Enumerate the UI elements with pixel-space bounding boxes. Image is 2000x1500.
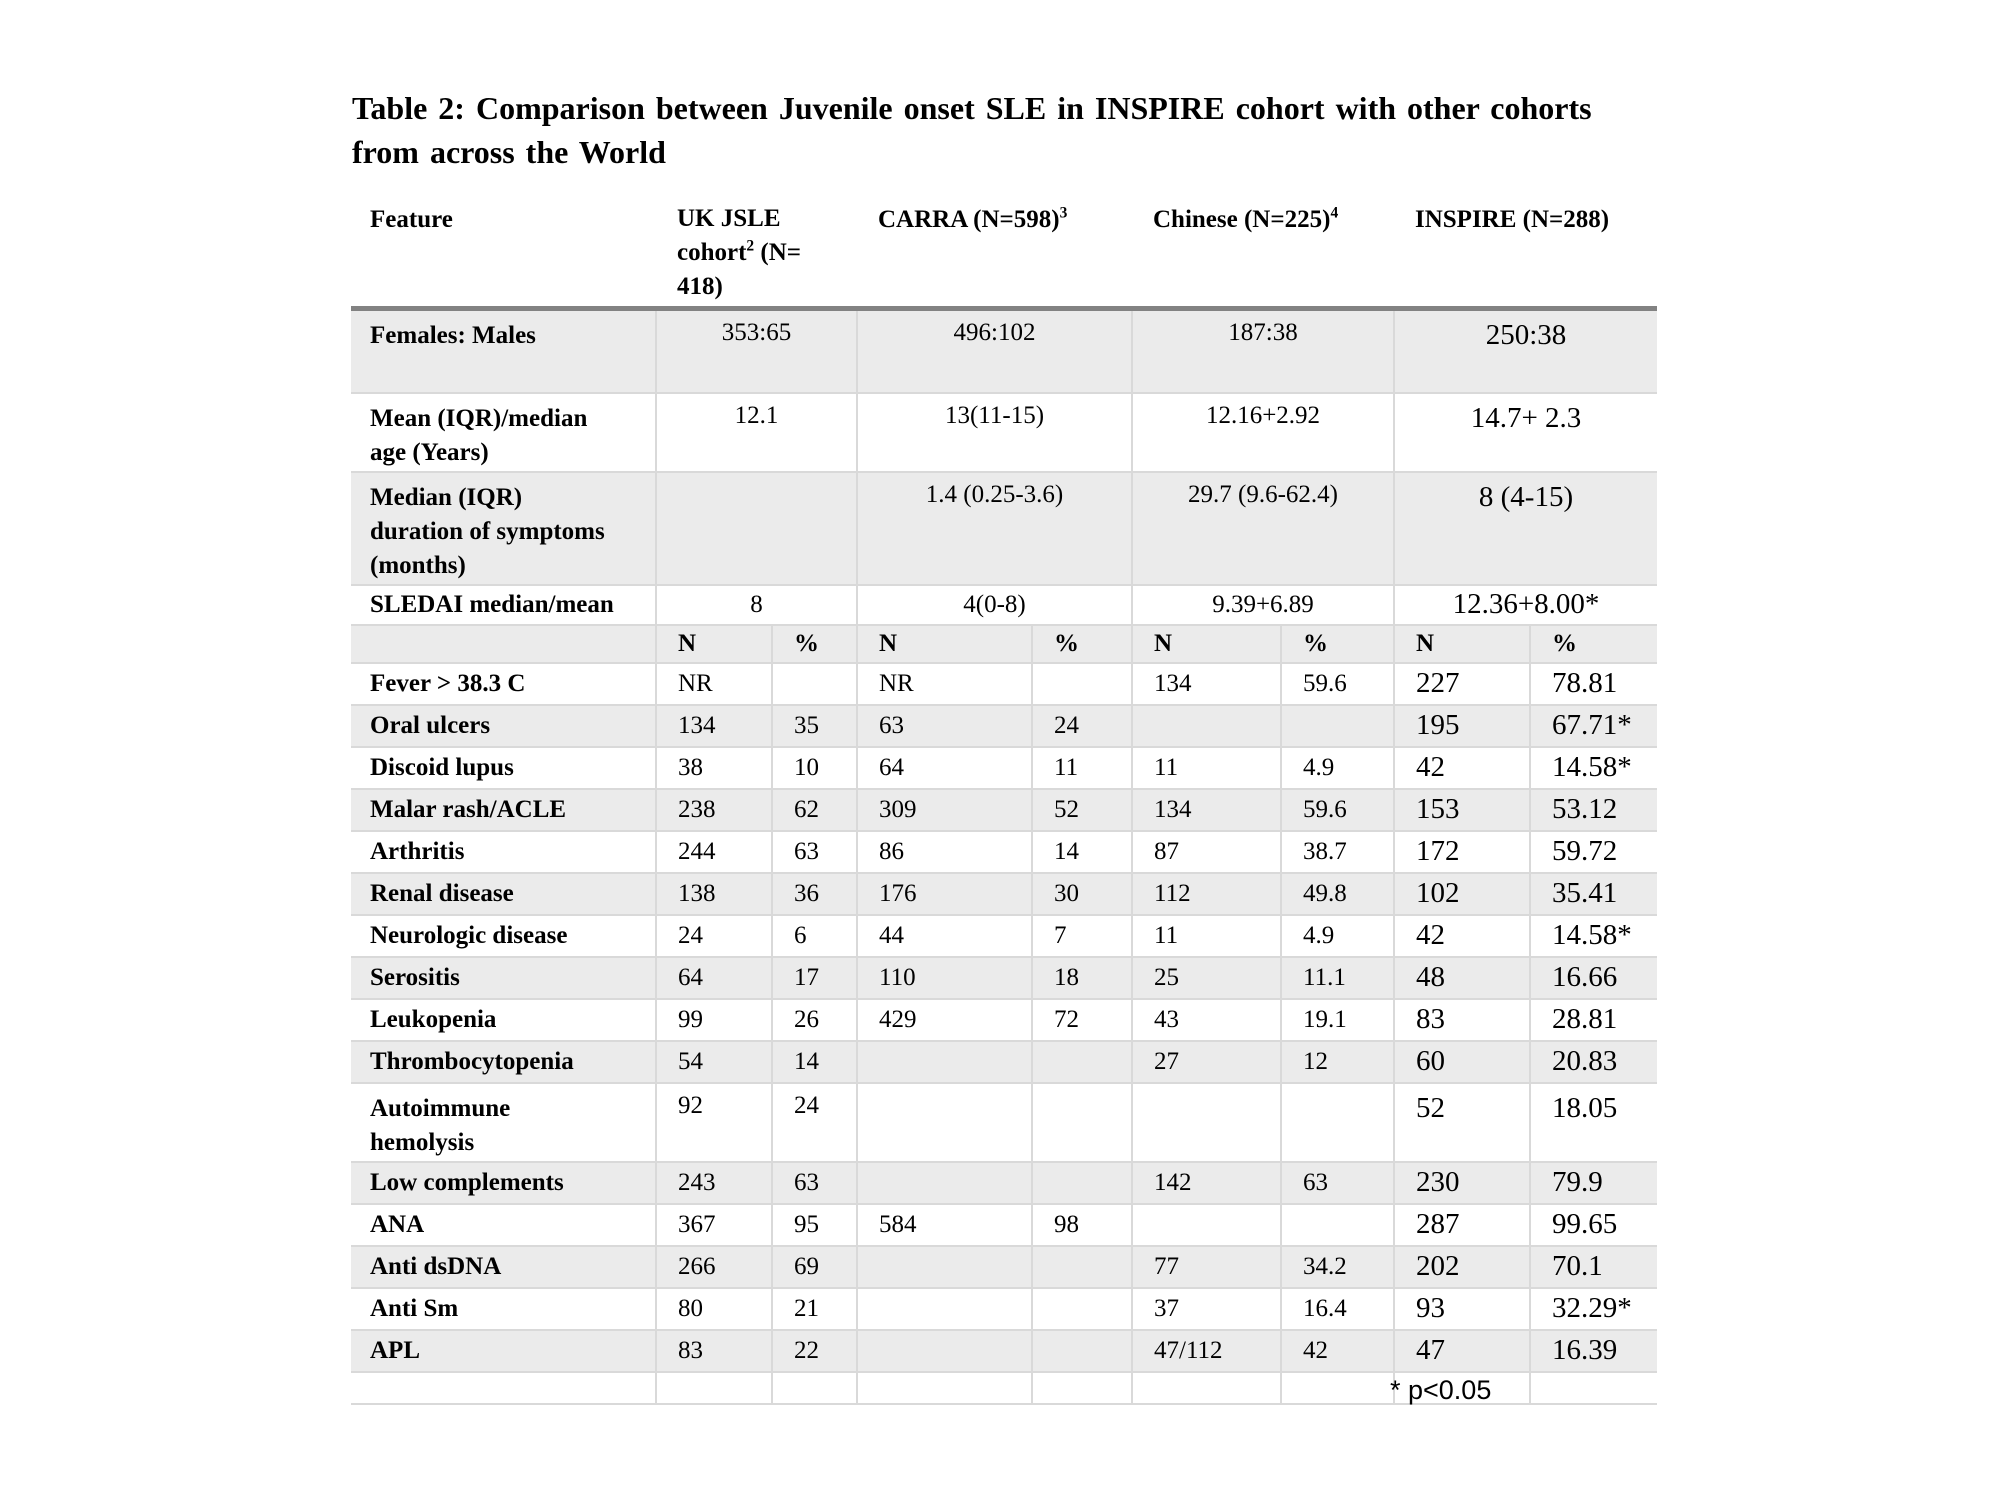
value-cell: 30 bbox=[1032, 873, 1132, 915]
feature-cell bbox=[351, 1041, 656, 1083]
value-cell bbox=[1281, 1204, 1394, 1246]
feature-cell bbox=[351, 472, 656, 585]
value-cell: 153 bbox=[1394, 789, 1530, 831]
value-cell: 309 bbox=[857, 789, 1032, 831]
value-cell: 10 bbox=[772, 747, 857, 789]
value-cell: 63 bbox=[772, 831, 857, 873]
value-cell: 25 bbox=[1132, 957, 1281, 999]
table-row bbox=[351, 747, 1657, 789]
table-row bbox=[351, 1041, 1657, 1083]
feature-cell bbox=[351, 1083, 656, 1162]
feature-label: Anti dsDNA bbox=[370, 1252, 502, 1280]
value-cell: 21 bbox=[772, 1288, 857, 1330]
value-cell: 22 bbox=[772, 1330, 857, 1372]
empty-cell bbox=[772, 1372, 857, 1404]
value-cell: 227 bbox=[1394, 663, 1530, 705]
value-cell: 11 bbox=[1132, 747, 1281, 789]
feature-cell bbox=[351, 663, 656, 705]
feature-label: Mean (IQR)/median age (Years) bbox=[370, 404, 588, 466]
table-row bbox=[351, 393, 1657, 472]
value-cell: 79.9 bbox=[1530, 1162, 1657, 1204]
value-cell: 195 bbox=[1394, 705, 1530, 747]
value-cell: 78.81 bbox=[1530, 663, 1657, 705]
value-cell: 14 bbox=[772, 1041, 857, 1083]
value-cell: 20.83 bbox=[1530, 1041, 1657, 1083]
value-cell: 172 bbox=[1394, 831, 1530, 873]
feature-cell bbox=[351, 625, 656, 663]
value-cell: 72 bbox=[1032, 999, 1132, 1041]
value-cell: 110 bbox=[857, 957, 1032, 999]
cohort-n: (N= 418) bbox=[677, 239, 802, 300]
value-cell: 1.4 (0.25-3.6) bbox=[857, 472, 1132, 585]
value-cell: 42 bbox=[1394, 747, 1530, 789]
value-cell: NR bbox=[656, 663, 772, 705]
value-cell: 12.36+8.00* bbox=[1394, 585, 1657, 625]
feature-cell bbox=[351, 585, 656, 625]
value-cell: 83 bbox=[1394, 999, 1530, 1041]
value-cell: 24 bbox=[1032, 705, 1132, 747]
value-cell: 12 bbox=[1281, 1041, 1394, 1083]
value-cell: 52 bbox=[1394, 1083, 1530, 1162]
value-cell bbox=[857, 1330, 1032, 1372]
table-row bbox=[351, 309, 1657, 393]
feature-label: Thrombocytopenia bbox=[370, 1047, 574, 1075]
table-row bbox=[351, 1330, 1657, 1372]
feature-label: Fever > 38.3 C bbox=[370, 669, 526, 697]
table-row bbox=[351, 1246, 1657, 1288]
empty-cell bbox=[1132, 1372, 1281, 1404]
value-cell: 38.7 bbox=[1281, 831, 1394, 873]
empty-cell bbox=[1281, 1372, 1394, 1404]
value-cell: 4.9 bbox=[1281, 747, 1394, 789]
value-cell: 134 bbox=[1132, 789, 1281, 831]
feature-label: Renal disease bbox=[370, 879, 514, 907]
value-cell: 250:38 bbox=[1394, 309, 1657, 393]
feature-label: Oral ulcers bbox=[370, 711, 491, 739]
feature-cell bbox=[351, 831, 656, 873]
value-cell bbox=[857, 1083, 1032, 1162]
value-cell bbox=[1032, 1330, 1132, 1372]
table-row bbox=[351, 705, 1657, 747]
value-cell: 134 bbox=[656, 705, 772, 747]
value-cell: 98 bbox=[1032, 1204, 1132, 1246]
feature-cell bbox=[351, 789, 656, 831]
value-cell bbox=[772, 663, 857, 705]
value-cell: 11 bbox=[1032, 747, 1132, 789]
value-cell: 92 bbox=[656, 1083, 772, 1162]
table-row bbox=[351, 1162, 1657, 1204]
value-cell: 19.1 bbox=[1281, 999, 1394, 1041]
value-cell: 59.72 bbox=[1530, 831, 1657, 873]
value-cell: 134 bbox=[1132, 663, 1281, 705]
feature-label: Malar rash/ACLE bbox=[370, 795, 567, 823]
value-cell: 77 bbox=[1132, 1246, 1281, 1288]
table-row bbox=[351, 585, 1657, 625]
value-cell: 14 bbox=[1032, 831, 1132, 873]
value-cell: 24 bbox=[772, 1083, 857, 1162]
value-cell: 24 bbox=[656, 915, 772, 957]
feature-label: Serositis bbox=[370, 963, 460, 991]
value-cell: 16.4 bbox=[1281, 1288, 1394, 1330]
value-cell: 42 bbox=[1281, 1330, 1394, 1372]
value-cell: 238 bbox=[656, 789, 772, 831]
reference-superscript: 4 bbox=[1330, 204, 1339, 222]
value-cell: 99 bbox=[656, 999, 772, 1041]
header-cohort-ukjsle bbox=[656, 196, 857, 309]
feature-cell bbox=[351, 957, 656, 999]
feature-label: Low complements bbox=[370, 1168, 564, 1196]
value-cell: 8 (4-15) bbox=[1394, 472, 1657, 585]
value-cell: 63 bbox=[1281, 1162, 1394, 1204]
value-cell: 47/112 bbox=[1132, 1330, 1281, 1372]
value-cell: 69 bbox=[772, 1246, 857, 1288]
value-cell bbox=[857, 1246, 1032, 1288]
value-cell: 26 bbox=[772, 999, 857, 1041]
value-cell: 16.66 bbox=[1530, 957, 1657, 999]
feature-cell bbox=[351, 705, 656, 747]
value-cell: 63 bbox=[772, 1162, 857, 1204]
feature-label: Arthritis bbox=[370, 837, 465, 865]
value-cell: 62 bbox=[772, 789, 857, 831]
header-feature-cell bbox=[351, 196, 656, 309]
value-cell: 102 bbox=[1394, 873, 1530, 915]
cohort-name: UK JSLE cohort bbox=[677, 205, 781, 266]
value-cell: 59.6 bbox=[1281, 789, 1394, 831]
value-cell bbox=[857, 1288, 1032, 1330]
table-title-line2: from across the World bbox=[352, 134, 666, 170]
value-cell: 36 bbox=[772, 873, 857, 915]
value-cell bbox=[1132, 1204, 1281, 1246]
value-cell: 142 bbox=[1132, 1162, 1281, 1204]
value-cell: 12.1 bbox=[656, 393, 857, 472]
value-cell: 18.05 bbox=[1530, 1083, 1657, 1162]
value-cell: 38 bbox=[656, 747, 772, 789]
feature-label: Autoimmune hemolysis bbox=[370, 1094, 511, 1156]
value-cell: 353:65 bbox=[656, 309, 857, 393]
feature-label: Median (IQR) duration of symptoms (months) bbox=[370, 483, 605, 579]
value-cell: 63 bbox=[857, 705, 1032, 747]
value-cell: 87 bbox=[1132, 831, 1281, 873]
feature-cell bbox=[351, 1372, 656, 1404]
value-cell: 27 bbox=[1132, 1041, 1281, 1083]
value-cell bbox=[1281, 1083, 1394, 1162]
value-cell: 429 bbox=[857, 999, 1032, 1041]
feature-cell bbox=[351, 1162, 656, 1204]
value-cell bbox=[1032, 1083, 1132, 1162]
table-title-line1: Table 2: Comparison between Juvenile onset SLE in INSPIRE cohort with other cohorts bbox=[352, 90, 1592, 126]
value-cell: 70.1 bbox=[1530, 1246, 1657, 1288]
value-cell: 93 bbox=[1394, 1288, 1530, 1330]
value-cell: 13(11-15) bbox=[857, 393, 1132, 472]
subheader-cell: % bbox=[1032, 625, 1132, 663]
feature-cell bbox=[351, 873, 656, 915]
subheader-cell: N bbox=[857, 625, 1032, 663]
value-cell: 64 bbox=[857, 747, 1032, 789]
feature-label: Anti Sm bbox=[370, 1294, 459, 1322]
table-row bbox=[351, 472, 1657, 585]
value-cell: 14.7+ 2.3 bbox=[1394, 393, 1657, 472]
empty-cell bbox=[656, 1372, 772, 1404]
value-cell: 34.2 bbox=[1281, 1246, 1394, 1288]
feature-cell bbox=[351, 1204, 656, 1246]
table-row bbox=[351, 873, 1657, 915]
value-cell: 230 bbox=[1394, 1162, 1530, 1204]
header-feature-label: Feature bbox=[370, 206, 453, 233]
value-cell: 287 bbox=[1394, 1204, 1530, 1246]
value-cell: 7 bbox=[1032, 915, 1132, 957]
value-cell bbox=[656, 472, 857, 585]
table-row bbox=[351, 915, 1657, 957]
value-cell: 18 bbox=[1032, 957, 1132, 999]
value-cell: 67.71* bbox=[1530, 705, 1657, 747]
feature-cell bbox=[351, 915, 656, 957]
value-cell bbox=[1032, 1246, 1132, 1288]
feature-label: Leukopenia bbox=[370, 1005, 497, 1033]
value-cell: 28.81 bbox=[1530, 999, 1657, 1041]
value-cell: 47 bbox=[1394, 1330, 1530, 1372]
subheader-cell: % bbox=[1530, 625, 1657, 663]
reference-superscript: 2 bbox=[746, 237, 755, 255]
value-cell: 54 bbox=[656, 1041, 772, 1083]
header-cohort-inspire bbox=[1394, 196, 1657, 309]
feature-cell bbox=[351, 1288, 656, 1330]
value-cell: 496:102 bbox=[857, 309, 1132, 393]
table-header-row bbox=[351, 196, 1657, 309]
value-cell: 35.41 bbox=[1530, 873, 1657, 915]
feature-cell bbox=[351, 1330, 656, 1372]
value-cell: 44 bbox=[857, 915, 1032, 957]
value-cell: 16.39 bbox=[1530, 1330, 1657, 1372]
value-cell: 86 bbox=[857, 831, 1032, 873]
value-cell: 12.16+2.92 bbox=[1132, 393, 1394, 472]
value-cell bbox=[1032, 1288, 1132, 1330]
value-cell: 11 bbox=[1132, 915, 1281, 957]
table-row bbox=[351, 789, 1657, 831]
value-cell: 8 bbox=[656, 585, 857, 625]
value-cell: 14.58* bbox=[1530, 915, 1657, 957]
table-row bbox=[351, 663, 1657, 705]
value-cell: 176 bbox=[857, 873, 1032, 915]
subheader-row bbox=[351, 625, 1657, 663]
feature-cell bbox=[351, 1246, 656, 1288]
value-cell: 202 bbox=[1394, 1246, 1530, 1288]
value-cell: 112 bbox=[1132, 873, 1281, 915]
value-cell: 64 bbox=[656, 957, 772, 999]
value-cell: 42 bbox=[1394, 915, 1530, 957]
subheader-cell: N bbox=[1132, 625, 1281, 663]
value-cell: NR bbox=[857, 663, 1032, 705]
cohort-name: INSPIRE (N=288) bbox=[1415, 206, 1610, 233]
value-cell: 584 bbox=[857, 1204, 1032, 1246]
value-cell: 95 bbox=[772, 1204, 857, 1246]
value-cell bbox=[1132, 1083, 1281, 1162]
value-cell: 11.1 bbox=[1281, 957, 1394, 999]
value-cell: 49.8 bbox=[1281, 873, 1394, 915]
value-cell: 32.29* bbox=[1530, 1288, 1657, 1330]
table-row bbox=[351, 1083, 1657, 1162]
feature-cell bbox=[351, 747, 656, 789]
subheader-cell: N bbox=[656, 625, 772, 663]
feature-label: APL bbox=[370, 1336, 420, 1364]
feature-cell bbox=[351, 393, 656, 472]
value-cell: 59.6 bbox=[1281, 663, 1394, 705]
empty-cell bbox=[857, 1372, 1032, 1404]
subheader-cell: % bbox=[1281, 625, 1394, 663]
value-cell: 6 bbox=[772, 915, 857, 957]
value-cell: 4.9 bbox=[1281, 915, 1394, 957]
subheader-cell: N bbox=[1394, 625, 1530, 663]
empty-cell bbox=[1530, 1372, 1657, 1404]
table-title bbox=[352, 86, 1672, 174]
feature-label: Neurologic disease bbox=[370, 921, 568, 949]
value-cell: 99.65 bbox=[1530, 1204, 1657, 1246]
cohort-name: CARRA (N=598) bbox=[878, 206, 1060, 233]
value-cell: 52 bbox=[1032, 789, 1132, 831]
value-cell: 80 bbox=[656, 1288, 772, 1330]
feature-cell bbox=[351, 309, 656, 393]
value-cell: 17 bbox=[772, 957, 857, 999]
table-row bbox=[351, 1204, 1657, 1246]
value-cell: 4(0-8) bbox=[857, 585, 1132, 625]
value-cell: 83 bbox=[656, 1330, 772, 1372]
value-cell: 48 bbox=[1394, 957, 1530, 999]
value-cell: 53.12 bbox=[1530, 789, 1657, 831]
value-cell: 14.58* bbox=[1530, 747, 1657, 789]
cohort-name: Chinese (N=225) bbox=[1153, 206, 1331, 233]
value-cell: 187:38 bbox=[1132, 309, 1394, 393]
feature-label: SLEDAI median/mean bbox=[370, 590, 614, 618]
value-cell bbox=[1032, 663, 1132, 705]
value-cell: 266 bbox=[656, 1246, 772, 1288]
value-cell: 243 bbox=[656, 1162, 772, 1204]
feature-label: Females: Males bbox=[370, 322, 536, 349]
reference-superscript: 3 bbox=[1059, 204, 1068, 222]
significance-footnote: * p<0.05 bbox=[1390, 1375, 1492, 1405]
value-cell bbox=[1281, 705, 1394, 747]
table-row bbox=[351, 957, 1657, 999]
feature-label: Discoid lupus bbox=[370, 753, 514, 781]
value-cell: 367 bbox=[656, 1204, 772, 1246]
header-cohort-chinese bbox=[1132, 196, 1394, 309]
value-cell: 29.7 (9.6-62.4) bbox=[1132, 472, 1394, 585]
value-cell: 35 bbox=[772, 705, 857, 747]
value-cell bbox=[1132, 705, 1281, 747]
table-row bbox=[351, 831, 1657, 873]
value-cell bbox=[1032, 1041, 1132, 1083]
empty-cell bbox=[1032, 1372, 1132, 1404]
feature-label: ANA bbox=[370, 1210, 425, 1238]
value-cell: 244 bbox=[656, 831, 772, 873]
value-cell bbox=[857, 1162, 1032, 1204]
value-cell: 37 bbox=[1132, 1288, 1281, 1330]
value-cell bbox=[857, 1041, 1032, 1083]
comparison-table bbox=[351, 196, 1657, 1405]
value-cell: 9.39+6.89 bbox=[1132, 585, 1394, 625]
table-row bbox=[351, 1288, 1657, 1330]
value-cell: 60 bbox=[1394, 1041, 1530, 1083]
table-row bbox=[351, 999, 1657, 1041]
header-cohort-carra bbox=[857, 196, 1132, 309]
value-cell bbox=[1032, 1162, 1132, 1204]
value-cell: 43 bbox=[1132, 999, 1281, 1041]
feature-cell bbox=[351, 999, 656, 1041]
subheader-cell: % bbox=[772, 625, 857, 663]
value-cell: 138 bbox=[656, 873, 772, 915]
